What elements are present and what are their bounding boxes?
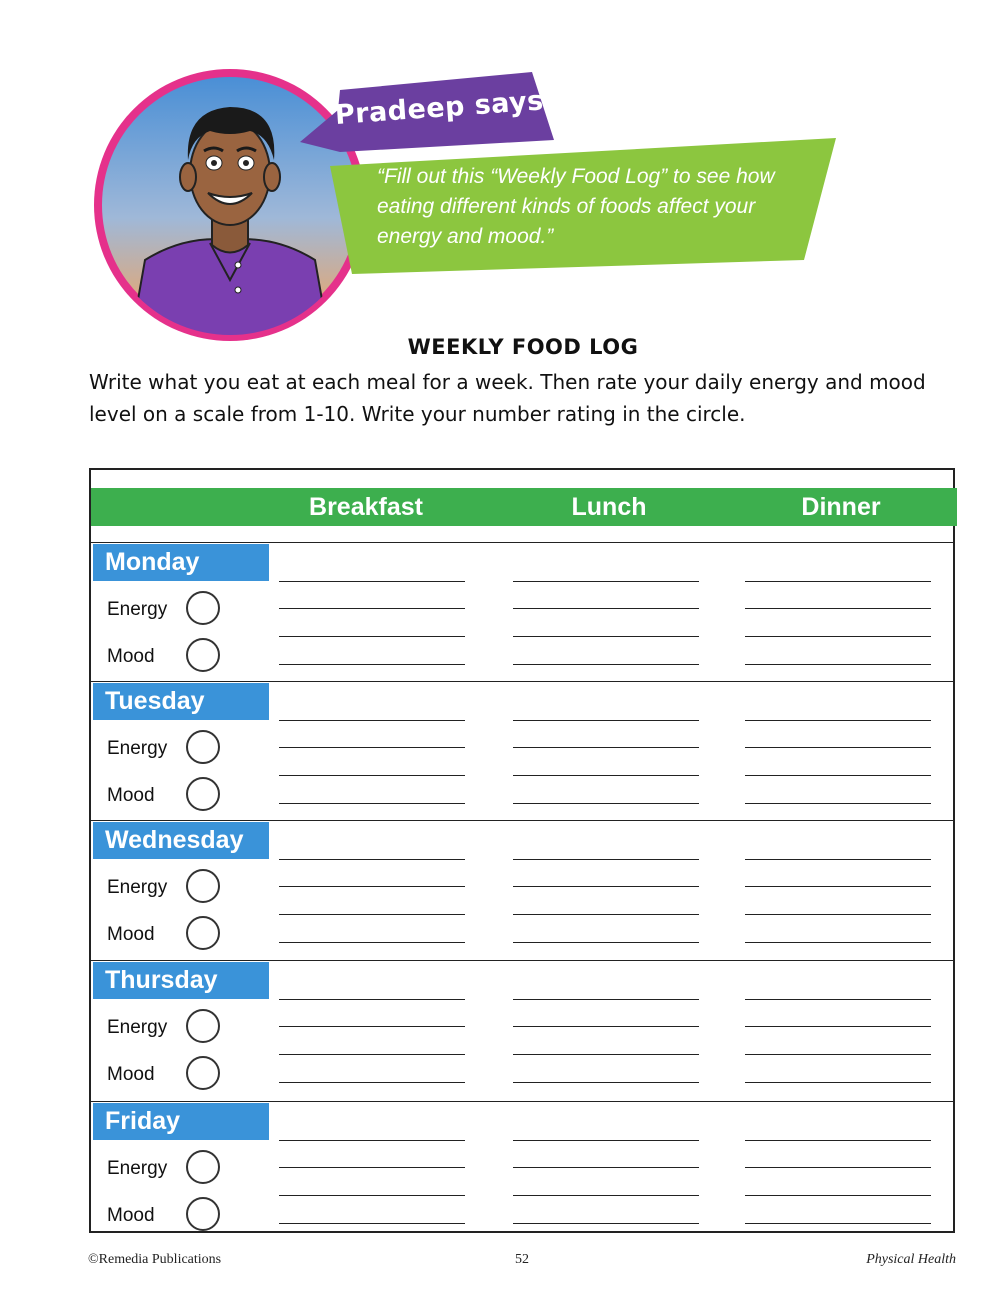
write-line-dinner[interactable] [745,636,931,637]
write-line-lunch[interactable] [513,1026,699,1027]
write-line-breakfast[interactable] [279,636,465,637]
rating-row-mood [107,1056,257,1096]
write-line-breakfast[interactable] [279,1195,465,1196]
day-label: Monday [93,544,269,581]
write-line-lunch[interactable] [513,886,699,887]
rating-row-energy [107,1009,257,1049]
write-line-dinner[interactable] [745,1140,931,1141]
mood-rating-circle[interactable] [186,1197,220,1231]
rating-label: Mood [107,1064,155,1085]
write-line-breakfast[interactable] [279,1082,465,1083]
write-line-dinner[interactable] [745,999,931,1000]
meal-header-lunch: Lunch [571,493,647,521]
write-line-breakfast[interactable] [279,720,465,721]
write-line-dinner[interactable] [745,581,931,582]
write-line-breakfast[interactable] [279,775,465,776]
write-line-dinner[interactable] [745,1082,931,1083]
write-line-lunch[interactable] [513,636,699,637]
write-line-dinner[interactable] [745,859,931,860]
write-line-breakfast[interactable] [279,608,465,609]
write-line-lunch[interactable] [513,859,699,860]
rating-row-energy [107,730,257,770]
write-line-breakfast[interactable] [279,942,465,943]
meal-header-breakfast: Breakfast [309,493,423,521]
energy-rating-circle[interactable] [186,591,220,625]
write-line-lunch[interactable] [513,1167,699,1168]
write-line-dinner[interactable] [745,608,931,609]
rating-row-energy [107,869,257,909]
write-line-breakfast[interactable] [279,859,465,860]
food-log-table [89,468,955,1233]
write-line-lunch[interactable] [513,914,699,915]
write-line-breakfast[interactable] [279,747,465,748]
write-line-lunch[interactable] [513,999,699,1000]
write-line-breakfast[interactable] [279,999,465,1000]
write-line-dinner[interactable] [745,1223,931,1224]
day-label: Tuesday [93,683,269,720]
day-section-tuesday [91,681,953,820]
write-line-lunch[interactable] [513,1195,699,1196]
write-line-breakfast[interactable] [279,1054,465,1055]
rating-label: Energy [107,599,168,620]
footer-subject: Physical Health [866,1252,956,1267]
write-line-lunch[interactable] [513,720,699,721]
footer-page-number: 52 [515,1252,529,1267]
write-line-lunch[interactable] [513,775,699,776]
write-line-lunch[interactable] [513,1082,699,1083]
rating-label: Mood [107,1205,155,1226]
mood-rating-circle[interactable] [186,638,220,672]
write-line-dinner[interactable] [745,664,931,665]
write-line-lunch[interactable] [513,608,699,609]
energy-rating-circle[interactable] [186,1150,220,1184]
write-line-dinner[interactable] [745,803,931,804]
write-line-dinner[interactable] [745,1054,931,1055]
write-line-lunch[interactable] [513,664,699,665]
rating-row-mood [107,916,257,956]
write-line-breakfast[interactable] [279,581,465,582]
write-line-breakfast[interactable] [279,1167,465,1168]
meal-header-dinner: Dinner [801,493,881,521]
write-line-breakfast[interactable] [279,1140,465,1141]
mood-rating-circle[interactable] [186,777,220,811]
write-line-dinner[interactable] [745,720,931,721]
write-line-breakfast[interactable] [279,1223,465,1224]
day-label: Wednesday [93,822,269,859]
day-section-friday [91,1101,953,1233]
write-line-dinner[interactable] [745,747,931,748]
rating-row-mood [107,777,257,817]
write-line-lunch[interactable] [513,942,699,943]
write-line-breakfast[interactable] [279,914,465,915]
energy-rating-circle[interactable] [186,1009,220,1043]
write-line-breakfast[interactable] [279,803,465,804]
instructions: Write what you eat at each meal for a week. Then rate your daily energy and mood level on a scale from 1-10. Write your number rating in the circle. [89,370,926,426]
day-section-monday [91,542,953,681]
write-line-lunch[interactable] [513,1140,699,1141]
write-line-lunch[interactable] [513,803,699,804]
write-line-dinner[interactable] [745,914,931,915]
day-label: Friday [93,1103,269,1140]
page-title: WEEKLY FOOD LOG [407,335,639,359]
day-section-wednesday [91,820,953,960]
write-line-breakfast[interactable] [279,886,465,887]
write-line-dinner[interactable] [745,1026,931,1027]
rating-row-energy [107,1150,257,1190]
mood-rating-circle[interactable] [186,916,220,950]
rating-row-mood [107,1197,257,1237]
rating-row-mood [107,638,257,678]
day-section-thursday [91,960,953,1101]
write-line-dinner[interactable] [745,1195,931,1196]
footer-publisher: ©Remedia Publications [88,1252,222,1267]
write-line-breakfast[interactable] [279,664,465,665]
energy-rating-circle[interactable] [186,730,220,764]
speech-tag-text: Pradeep says: [333,84,556,131]
energy-rating-circle[interactable] [186,869,220,903]
write-line-dinner[interactable] [745,775,931,776]
write-line-dinner[interactable] [745,942,931,943]
write-line-lunch[interactable] [513,747,699,748]
mood-rating-circle[interactable] [186,1056,220,1090]
write-line-breakfast[interactable] [279,1026,465,1027]
rating-label: Energy [107,1158,168,1179]
rating-label: Mood [107,924,155,945]
day-label: Thursday [93,962,269,999]
rating-label: Mood [107,785,155,806]
write-line-lunch[interactable] [513,1223,699,1224]
rating-label: Energy [107,877,168,898]
write-line-lunch[interactable] [513,1054,699,1055]
write-line-dinner[interactable] [745,886,931,887]
quote-text: “Fill out this “Weekly Food Log” to see how eating different kinds of foods affect your energy and mood.” [377,165,775,248]
rating-row-energy [107,591,257,631]
rating-label: Mood [107,646,155,667]
rating-label: Energy [107,738,168,759]
rating-label: Energy [107,1017,168,1038]
write-line-lunch[interactable] [513,581,699,582]
meal-header-bar [91,488,957,526]
write-line-dinner[interactable] [745,1167,931,1168]
